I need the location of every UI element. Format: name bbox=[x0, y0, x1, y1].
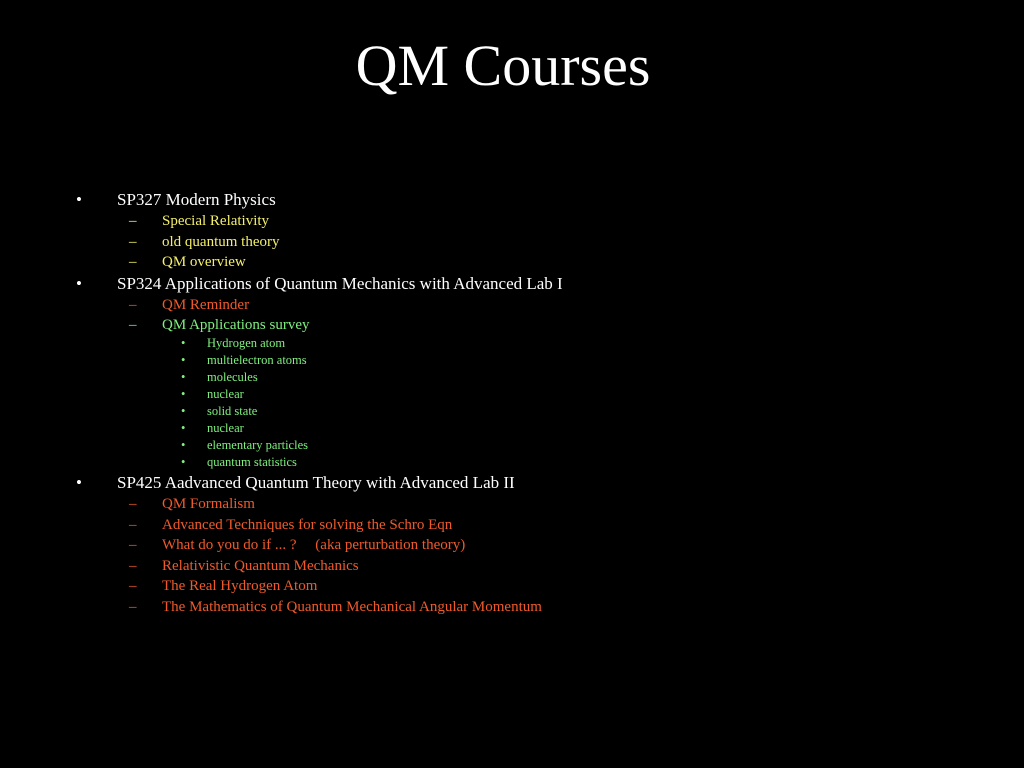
topic-item bbox=[0, 575, 1024, 596]
bullet-marker: • bbox=[76, 190, 82, 209]
dash-marker: – bbox=[129, 598, 137, 615]
subtopic-item bbox=[0, 335, 1024, 352]
bullet-marker: • bbox=[181, 403, 186, 418]
subtopic-item-label: Hydrogen atom bbox=[207, 335, 286, 350]
topic-item-label: QM Applications survey bbox=[162, 317, 310, 334]
course-item-label: SP425 Aadvanced Quantum Theory with Advanced Lab II bbox=[117, 472, 515, 492]
bullet-marker: • bbox=[76, 472, 82, 492]
dash-marker: – bbox=[129, 537, 137, 554]
course-item bbox=[0, 272, 1024, 294]
topic-item bbox=[0, 231, 1024, 252]
bullet-marker: • bbox=[76, 273, 82, 293]
subtopic-item bbox=[0, 454, 1024, 471]
topic-item-label: QM Reminder bbox=[162, 296, 250, 313]
topic-item bbox=[0, 314, 1024, 335]
subtopic-item-label: solid state bbox=[207, 403, 258, 418]
topic-item bbox=[0, 251, 1024, 272]
course-outline bbox=[0, 188, 1024, 617]
bullet-marker: • bbox=[181, 454, 186, 469]
bullet-marker: • bbox=[181, 437, 186, 452]
topic-item-label: Relativistic Quantum Mechanics bbox=[162, 557, 359, 574]
topic-item-label: QM overview bbox=[162, 254, 246, 271]
bullet-marker: • bbox=[181, 386, 186, 401]
subtopic-item bbox=[0, 420, 1024, 437]
topic-item bbox=[0, 493, 1024, 514]
bullet-marker: • bbox=[181, 420, 186, 435]
bullet-marker: • bbox=[181, 352, 186, 367]
topic-item bbox=[0, 294, 1024, 315]
subtopic-item bbox=[0, 369, 1024, 386]
bullet-marker: • bbox=[181, 369, 186, 384]
subtopic-item bbox=[0, 403, 1024, 420]
dash-marker: – bbox=[129, 254, 137, 271]
dash-marker: – bbox=[129, 317, 137, 334]
dash-marker: – bbox=[129, 296, 137, 313]
subtopic-item bbox=[0, 437, 1024, 454]
topic-item-label: old quantum theory bbox=[162, 233, 280, 250]
slide-title: QM Courses bbox=[355, 33, 651, 98]
dash-marker: – bbox=[129, 557, 137, 574]
bullet-marker: • bbox=[181, 335, 186, 350]
dash-marker: – bbox=[129, 578, 137, 595]
subtopic-item bbox=[0, 386, 1024, 403]
course-item-label: SP327 Modern Physics bbox=[117, 190, 276, 209]
subtopic-item-label: elementary particles bbox=[207, 437, 308, 452]
subtopic-item bbox=[0, 352, 1024, 369]
topic-item-label: Advanced Techniques for solving the Schro Eqn bbox=[162, 516, 453, 533]
topic-item bbox=[0, 514, 1024, 535]
topic-item-label: The Mathematics of Quantum Mechanical Angular Momentum bbox=[162, 598, 542, 615]
course-item bbox=[0, 188, 1024, 210]
subtopic-item-label: quantum statistics bbox=[207, 454, 297, 469]
topic-item bbox=[0, 596, 1024, 617]
dash-marker: – bbox=[129, 516, 137, 533]
topic-item-label: QM Formalism bbox=[162, 495, 255, 512]
topic-item bbox=[0, 210, 1024, 231]
topic-item-label: Special Relativity bbox=[162, 213, 270, 229]
dash-marker: – bbox=[129, 213, 137, 229]
topic-item-label: The Real Hydrogen Atom bbox=[162, 578, 318, 595]
subtopic-item-label: molecules bbox=[207, 369, 258, 384]
topic-item bbox=[0, 555, 1024, 576]
subtopic-item-label: nuclear bbox=[207, 386, 244, 401]
course-item-label: SP324 Applications of Quantum Mechanics with Advanced Lab I bbox=[117, 273, 563, 293]
topic-item bbox=[0, 534, 1024, 555]
topic-item-label: What do you do if ... ? (aka perturbation theory) bbox=[162, 537, 466, 554]
dash-marker: – bbox=[129, 495, 137, 512]
subtopic-item-label: nuclear bbox=[207, 420, 244, 435]
course-item bbox=[0, 471, 1024, 493]
dash-marker: – bbox=[129, 233, 137, 250]
subtopic-item-label: multielectron atoms bbox=[207, 352, 307, 367]
